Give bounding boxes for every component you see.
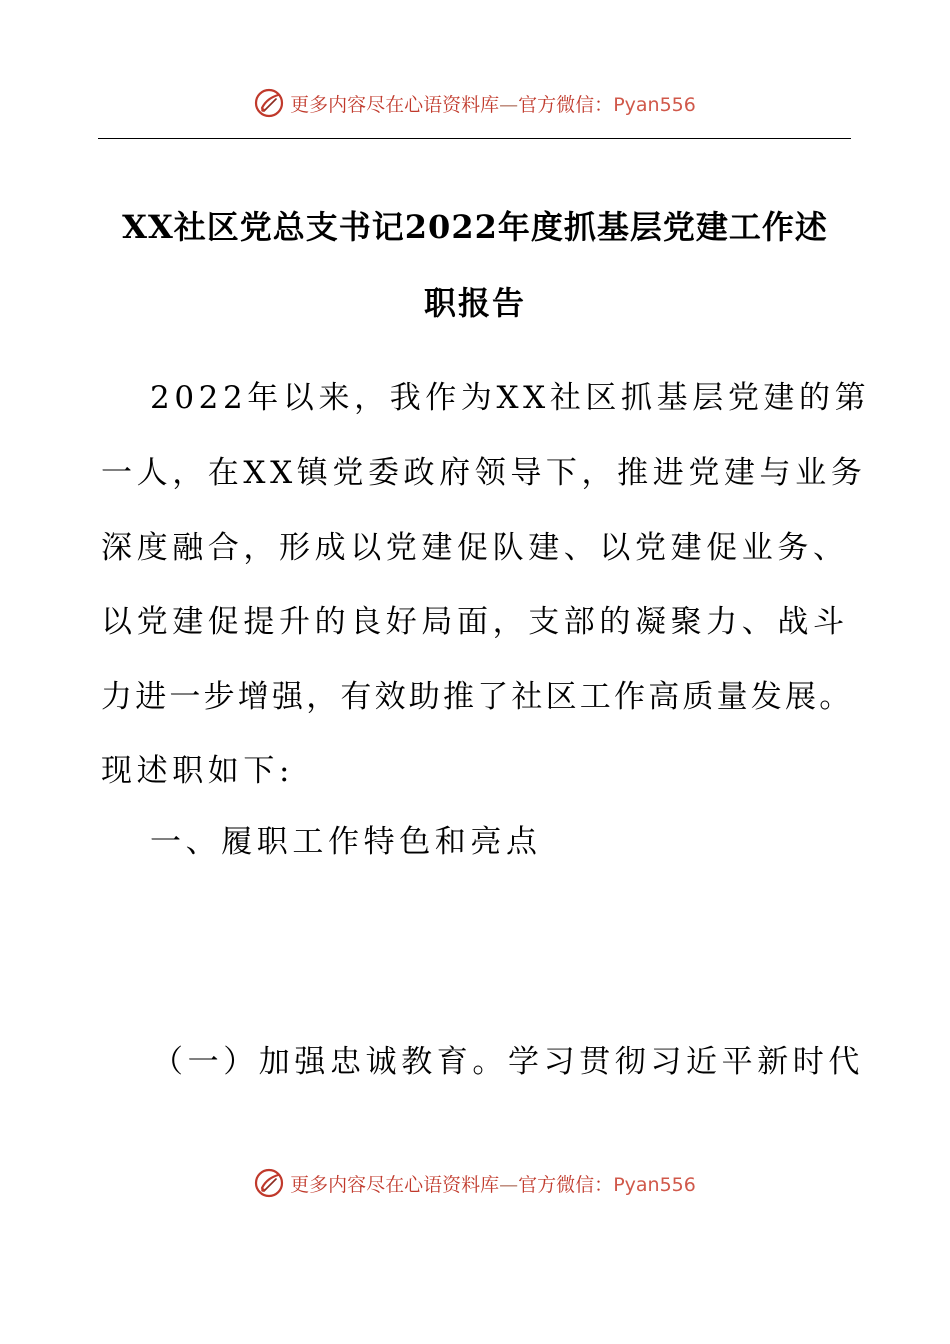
banner-text: [290, 1170, 696, 1197]
body-line-2: 一人，在XX镇党委政府领导下，推进党建与业务: [101, 455, 867, 491]
banner-prefix: 更多内容尽在心语资料库: [290, 93, 500, 116]
body-line-1: 2022年以来，我作为XX社区抓基层党建的第: [150, 380, 871, 416]
document-title-line-1: XX社区党总支书记2022年度抓基层党建工作述: [122, 208, 828, 246]
body-line-3: 深度融合，形成以党建促队建、以党建促业务、: [101, 530, 849, 566]
banner-account: Pyan556: [613, 93, 696, 116]
pen-logo-icon: [254, 1168, 284, 1198]
body-line-5: 力进一步增强，有效助推了社区工作高质量发展。: [101, 679, 854, 715]
footer-banner: [0, 1163, 950, 1203]
banner-dash: —: [499, 1173, 519, 1196]
banner-wechat-label: 官方微信：: [518, 93, 614, 116]
body-line-4: 以党建促提升的良好局面，支部的凝聚力、战斗: [101, 604, 849, 640]
banner-dash: —: [499, 93, 519, 116]
banner-text: [290, 90, 696, 117]
header-banner: [0, 83, 950, 123]
subsection-heading-1: （一）加强忠诚教育。学习贯彻习近平新时代: [152, 1044, 864, 1080]
header-divider: [98, 138, 851, 139]
banner-account: Pyan556: [613, 1173, 696, 1196]
banner-prefix: 更多内容尽在心语资料库: [290, 1173, 500, 1196]
body-line-6: 现述职如下:: [101, 753, 295, 789]
document-title-line-2: 职报告: [423, 284, 526, 322]
banner-wechat-label: 官方微信：: [518, 1173, 614, 1196]
pen-logo-icon: [254, 88, 284, 118]
section-heading-1: 一、履职工作特色和亮点: [150, 824, 542, 860]
